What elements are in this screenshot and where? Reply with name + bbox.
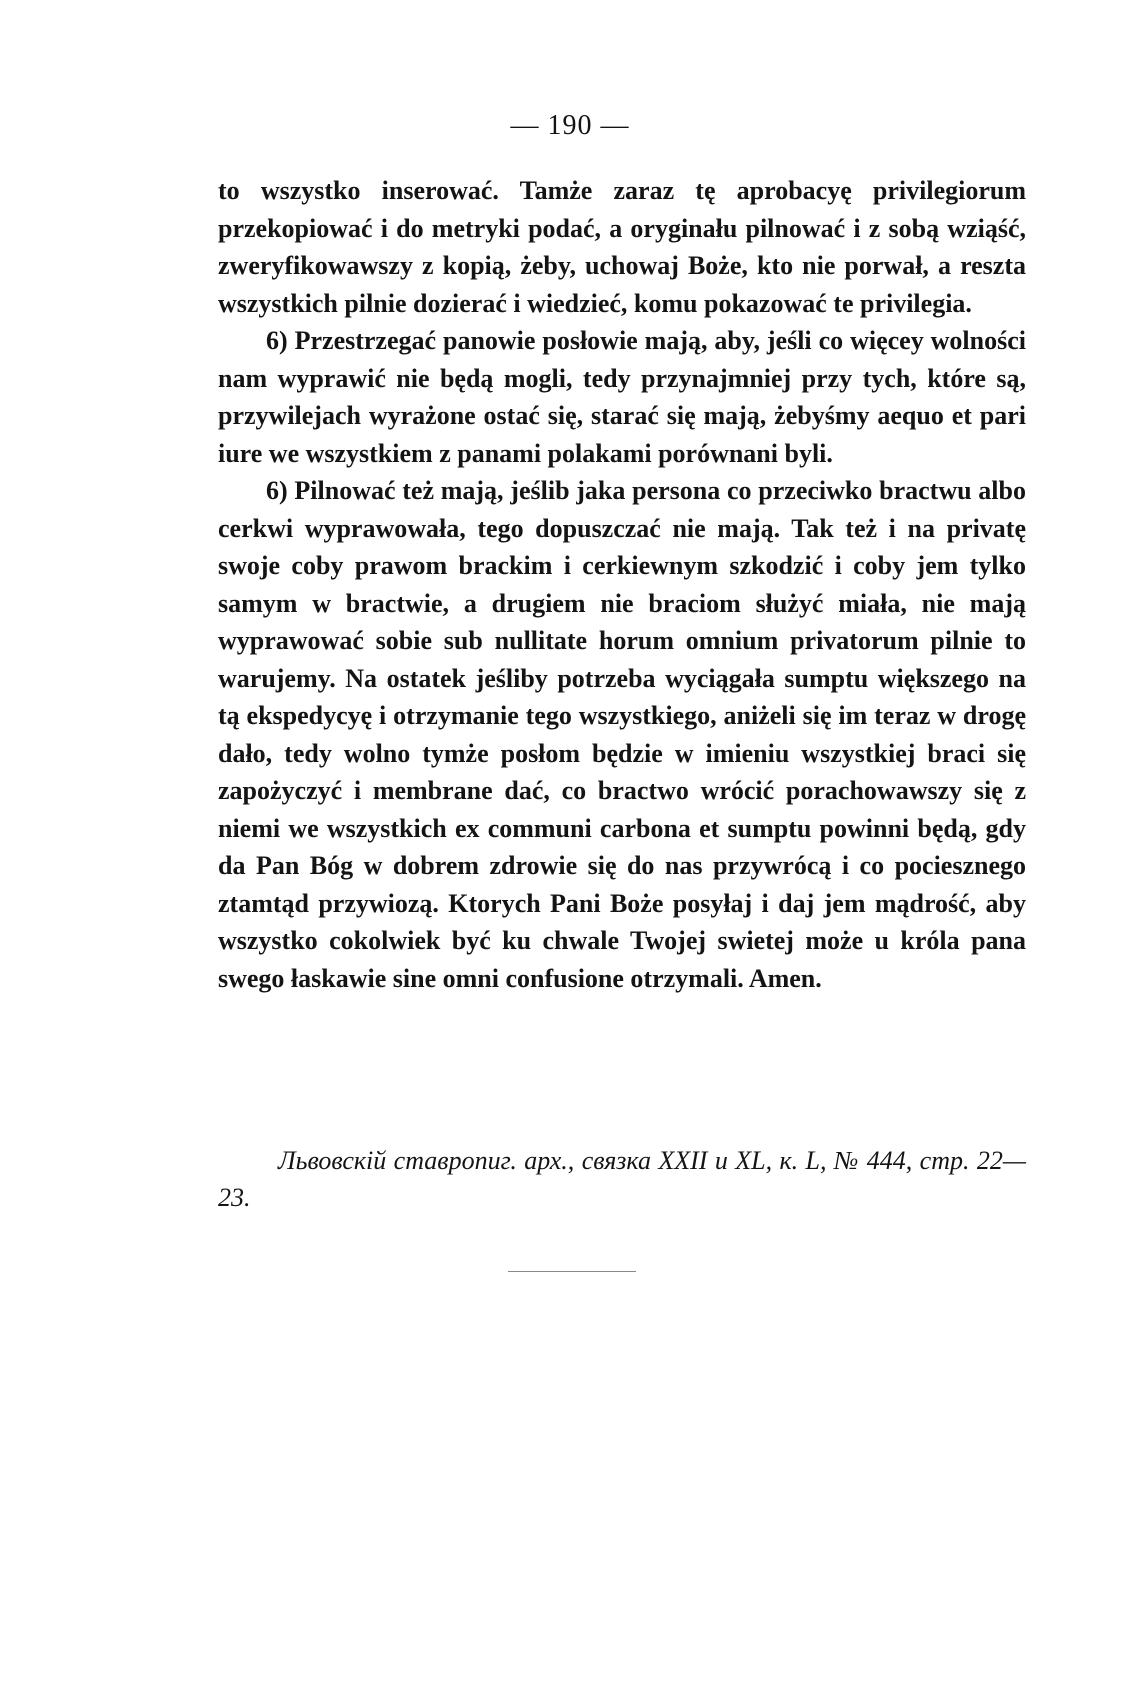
body-text bbox=[218, 172, 1026, 997]
paragraph-3: 6) Pilnować też mają, jeślib jaka persona co przeciwko bractwu albo cerkwi wyprawowała, tego dopuszczać nie mają. Tak też i na privatę swoje coby prawom brackim i cerkiewnym szkodzić i coby jem tylko samym w bractwie, a drugiem nie braciom służyć miała, nie mają wyprawować sobie sub nullitate horum omnium privatorum pilnie to warujemy. Na ostatek jeśliby potrzeba wyciągała sumptu większego na tą ekspedycyę i otrzymanie tego wszystkiego, aniżeli się im teraz w drogę dało, tedy wolno tymże posłom będzie w imieniu wszystkiej braci się zapożyczyć i membrane dać, co bractwo wrócić porachowawszy się z niemi we wszystkich ex communi carbona et sumptu powinni będą, gdy da Pan Bóg w dobrem zdrowie się do nas przywrócą i co pociesznego ztamtąd przywiozą. Ktorych Pani Boże posyłaj i daj jem mądrość, aby wszystko cokolwiek być ku chwale Twojej swietej może u króla pana swego łaskawie sine omni confusione otrzymali. Amen. bbox=[218, 476, 1026, 993]
page-number: — 190 — bbox=[510, 110, 630, 141]
paragraph-1: to wszystko inserować. Tamże zaraz tę aprobacyę privilegiorum przekopiować i do metryki podać, a oryginału pilnować i z sobą wziąść, zweryfikowawszy z kopią, żeby, uchowaj Boże, kto nie porwał, a reszta wszystkich pilnie dozierać i wiedzieć, komu pokazować te privilegia. bbox=[218, 176, 1026, 318]
source-citation: Львовскій ставропиг. арх., связка XXII и XL, к. L, № 444, стр. 22—23. bbox=[218, 1146, 1026, 1212]
closing-rule bbox=[508, 1271, 636, 1272]
paragraph-2: 6) Przestrzegać panowie posłowie mają, aby, jeśli co więcey wolności nam wyprawić nie będą mogli, tedy przynajmniej przy tych, które są, przywilejach wyrażone ostać się, starać się mają, żebyśmy aequo et pari iure we wszystkiem z panami polakami porównani byli. bbox=[218, 326, 1026, 468]
